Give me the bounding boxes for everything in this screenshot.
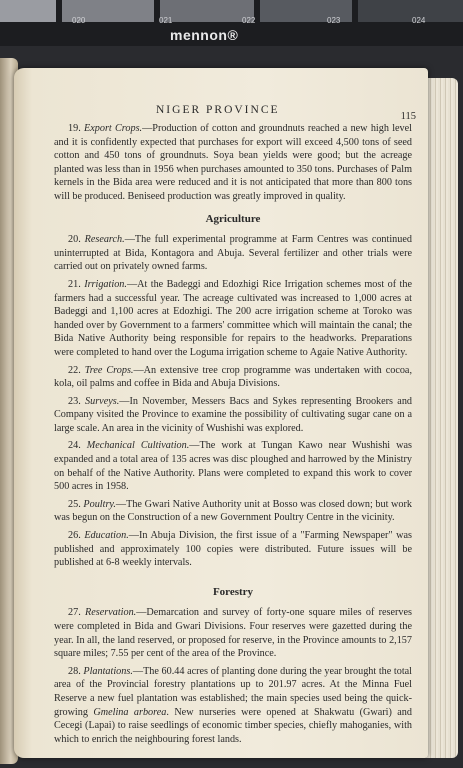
paragraph-20: 20. Research.—The full experimental programme at Farm Centres was continued uninterrupted at Bida, Kontagora and Abuja. Several fertilizer and other trials were carried out on privately owned farms. — [54, 234, 412, 273]
section-heading-agriculture: Agriculture — [205, 212, 261, 225]
book-page — [14, 68, 428, 758]
paragraph-27: 27. Reservation.—Demarcation and survey of forty-one square miles of reserves were completed in Bida and Gwari Divisions. Four reserves were gazetted during the year. In all, the land reserved, or proposed for reserve, in the Province amounts to 2,157 square miles; 7.55 per cent of the area of the Province. — [54, 607, 413, 660]
page-number: 115 — [400, 111, 416, 122]
paragraph-21: 21. Irrigation.—At the Badeggi and Edozhigi Rice Irrigation schemes most of the farmers had a successful year. The acreage cultivated was increased to 1,000 acres at Badeggi and 1,100 acres at Edozhigi. The 200 acre irrigation scheme at Toroko was handed over by Government to a farmers' committee which will maintain the canal; the Bida Native Authority being responsible for repairs to the headworks. Preparations were completed to hand over the Loguma irrigation scheme to Agaie Native Authority. — [54, 278, 412, 358]
paragraph-28: 28. Plantations.—The 60.44 acres of planting done during the year brought the total area of the Provincial forestry plantations up to 201.97 acres. At the Minna Fuel Reserve a new fuel plantation was established; the main species used being the quick-growing Gmelina arborea. New nurseries were opened at Shakwatu (Gwari) and Cecegi (Lapai) to raise seedlings of economic timber species, chiefly mahoganies, with which to enrich the neighbouring forest lands. — [54, 665, 413, 745]
color-patch-024 — [358, 0, 463, 22]
page-title: NIGER PROVINCE — [156, 104, 280, 116]
paragraph-24: 24. Mechanical Cultivation.—The work at Tungan Kawo near Wushishi was expanded and a total area of 135 acres was disc ploughed and harrowed by the Ministry on behalf of the Native Authority. Plans were completed to expand this work to cover 500 acres in 1958. — [54, 440, 412, 493]
page-content — [54, 104, 416, 746]
patch-number: 020 — [72, 16, 86, 25]
paragraph-19: 19. Export Crops.—Production of cotton and groundnuts reached a new high level and it is confidently expected that purchases for export will exceed 4,500 tons of seed cotton and 450 tons of groundnuts. Soya bean yields were good; but the acreage planted was less than in 1956 when purchases amounted to 350 tons. Purchases of Palm kernels in the Bida area were reduced and it is not anticipated that more than 800 tons will be produced. Beniseed production was greatly improved in quality. — [54, 123, 412, 202]
running-header — [54, 104, 416, 122]
paragraph-25: 25. Poultry.—The Gwari Native Authority unit at Bosso was closed down; but work was begun on the Construction of a new Government Poultry Centre in the vicinity. — [54, 498, 412, 524]
color-patch-022 — [160, 0, 254, 22]
paragraph-26: 26. Education.—In Abuja Division, the first issue of a "Farming Newspaper" was published and approximately 100 copies were distributed. Future issues will be published at 6-8 weekly intervals. — [54, 530, 412, 569]
paragraph-23: 23. Surveys.—In November, Messers Bacs and Sykes representing Brookers and Company visited the Province to examine the possibility of cultivating sugar cane on a large scale. An area in the vicinity of Wushishi was explored. — [54, 395, 413, 434]
color-checker-strip — [0, 0, 463, 46]
patch-number: 022 — [242, 16, 256, 25]
paragraph-22: 22. Tree Crops.—An extensive tree crop programme was undertaken with cocoa, kola, oil palms and coffee in Bida and Abuja Divisions. — [54, 364, 413, 390]
patch-number: 021 — [159, 16, 173, 25]
brand-logo: mennon® — [170, 27, 239, 43]
section-heading-forestry: Forestry — [212, 585, 254, 598]
patch-number: 024 — [412, 16, 426, 25]
patch-number: 023 — [327, 16, 341, 25]
color-patch-020 — [0, 0, 56, 22]
